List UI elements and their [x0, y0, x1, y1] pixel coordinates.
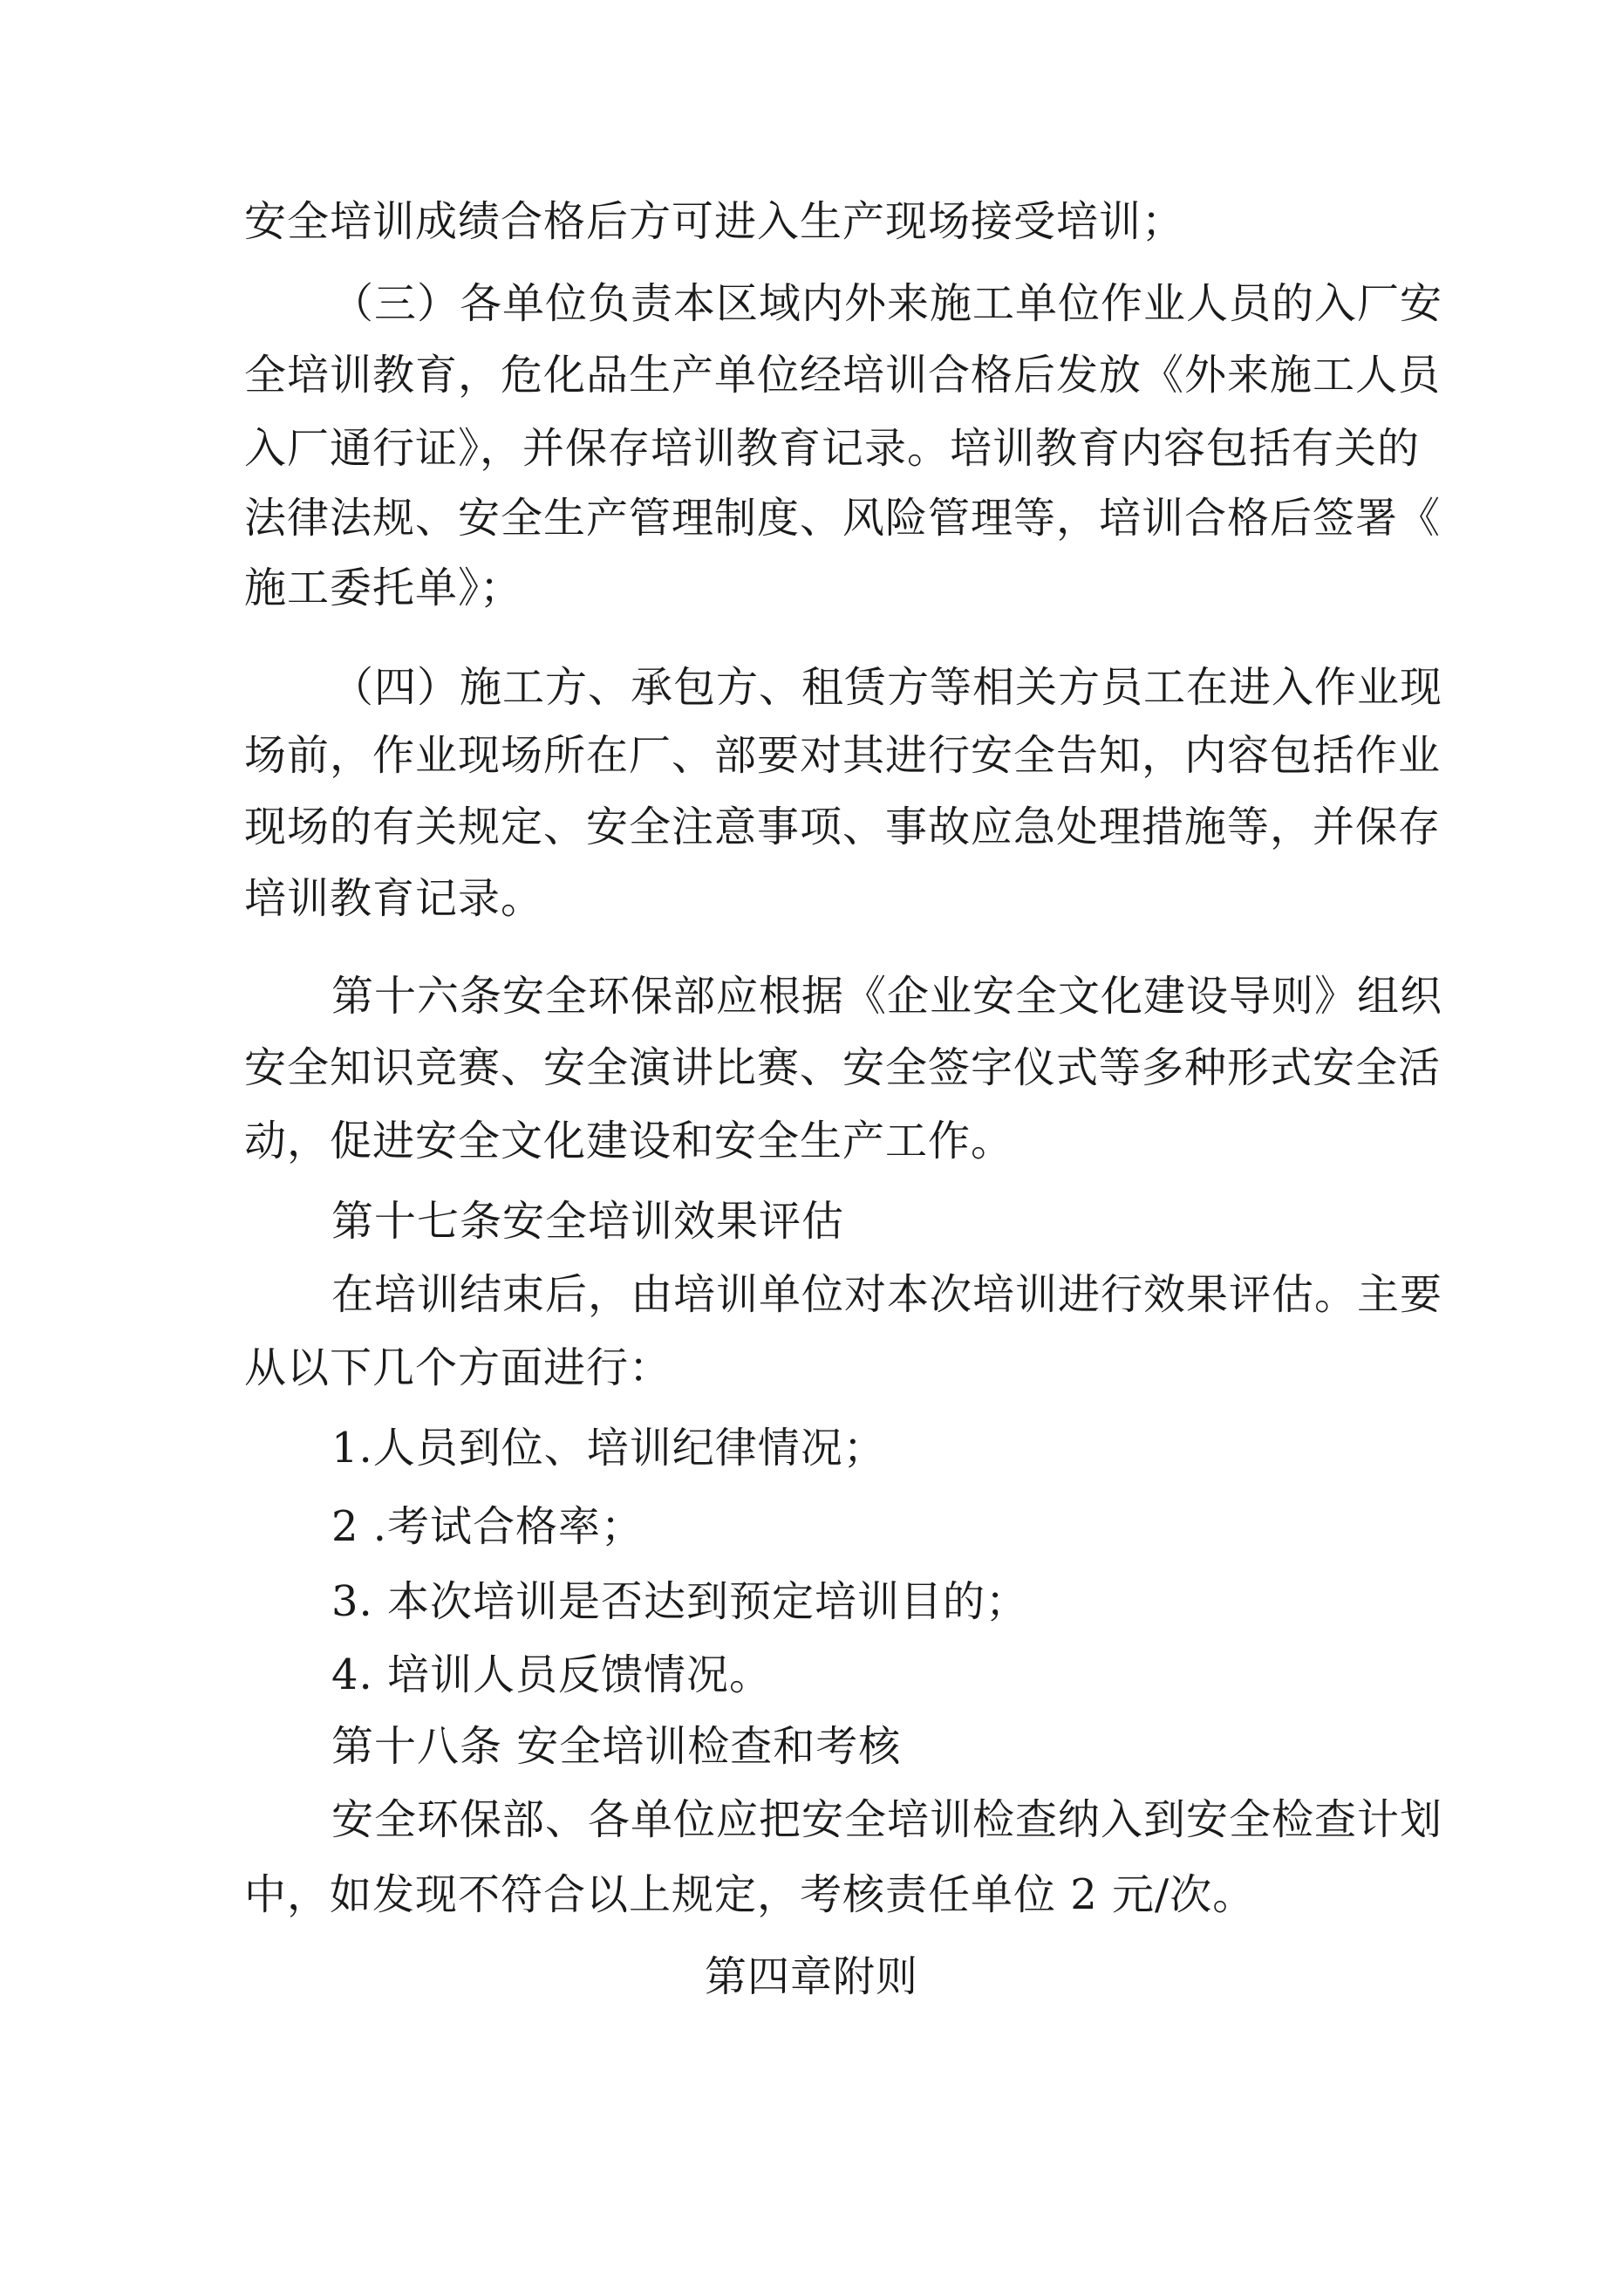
paragraph-line: 法律法规、安全生产管理制度、风险管理等，培训合格后签署《	[244, 494, 1442, 543]
paragraph-line: 安全培训成绩合格后方可进入生产现场接受培训；	[244, 197, 1185, 246]
paragraph-line: 动，促进安全文化建设和安全生产工作。	[244, 1117, 1014, 1165]
chapter-title: 第四章附则	[704, 1952, 918, 2001]
list-item: 1.人员到位、培训纪律情况；	[331, 1424, 886, 1473]
paragraph-line: 在培训结束后，由培训单位对本次培训进行效果评估。主要	[331, 1270, 1443, 1319]
list-item: 4. 培训人员反馈情况。	[331, 1650, 773, 1699]
list-item: 2 .考试合格率；	[331, 1502, 644, 1551]
paragraph-line: 中，如发现不符合以上规定，考核责任单位 2 元/次。	[244, 1870, 1256, 1919]
paragraph-line: 入厂通行证》，并保存培训教育记录。培训教育内容包括有关的	[244, 424, 1421, 473]
list-item: 3. 本次培训是否达到预定培训目的；	[331, 1577, 1029, 1626]
paragraph-line: 安全知识竞赛、安全演讲比赛、安全签字仪式等多种形式安全活	[244, 1043, 1442, 1092]
paragraph-line: 培训教育记录。	[244, 874, 544, 923]
paragraph-line: 场前，作业现场所在厂、部要对其进行安全告知，内容包括作业	[244, 731, 1442, 780]
section-heading: 第十八条 安全培训检查和考核	[331, 1722, 902, 1771]
paragraph-line: （三）各单位负责本区域内外来施工单位作业人员的入厂安	[331, 279, 1443, 328]
paragraph-line: 施工委托单》；	[244, 564, 523, 612]
paragraph-line: 第十六条安全环保部应根据《企业安全文化建设导则》组织	[331, 972, 1443, 1021]
paragraph-line: 从以下几个方面进行：	[244, 1343, 672, 1392]
paragraph-line: 全培训教育，危化品生产单位经培训合格后发放《外来施工人员	[244, 351, 1442, 400]
paragraph-line: 安全环保部、各单位应把安全培训检查纳入到安全检查计划	[331, 1795, 1443, 1844]
paragraph-line: 现场的有关规定、安全注意事项、事故应急处理措施等，并保存	[244, 803, 1442, 851]
paragraph-line: （四）施工方、承包方、租赁方等相关方员工在进入作业现	[331, 663, 1443, 712]
section-heading: 第十七条安全培训效果评估	[331, 1197, 845, 1246]
